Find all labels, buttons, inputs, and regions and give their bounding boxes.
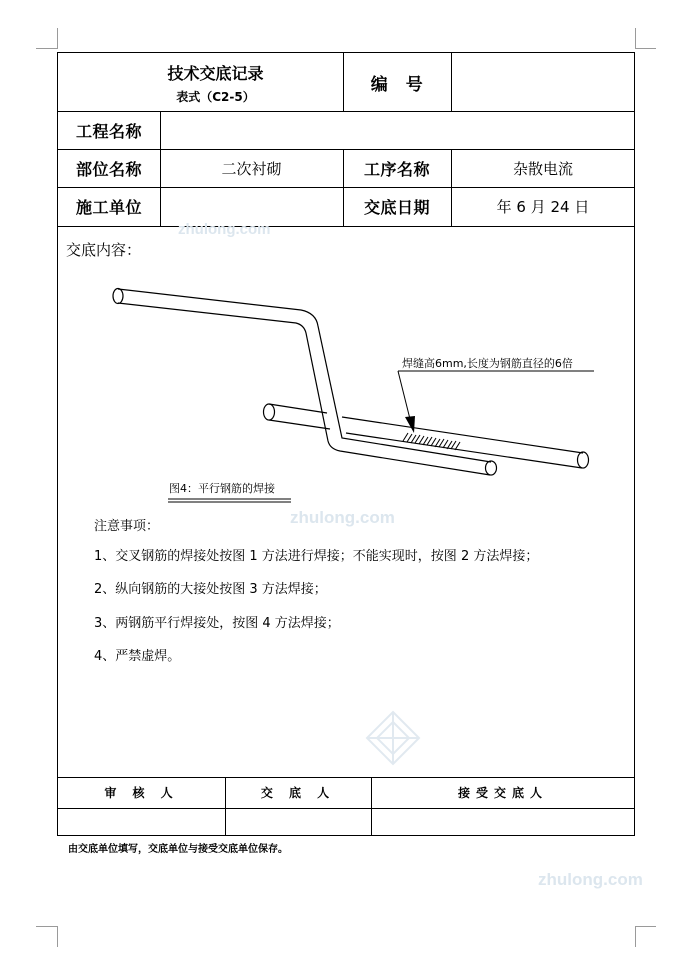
construction-unit-label-cell xyxy=(58,187,160,226)
reviewer-label: 审 核 人 xyxy=(104,786,179,800)
project-name-label: 工程名称 xyxy=(75,121,142,141)
footer-note: 由交底单位填写，交底单位与接受交底单位保存。 xyxy=(68,844,288,855)
briefer-signature-cell[interactable] xyxy=(225,808,371,836)
corner-mark-top-left-h xyxy=(36,48,57,49)
briefer-label: 交 底 人 xyxy=(260,786,336,800)
callout-leader xyxy=(398,371,410,419)
note-item: 4、严禁虚焊。 xyxy=(94,649,181,664)
briefing-date-value: 年 6 月 24 日 xyxy=(496,198,590,216)
process-name-label: 工序名称 xyxy=(363,159,430,179)
corner-mark-top-left-v xyxy=(57,28,58,49)
watermark-logo xyxy=(363,708,423,768)
parallel-rebar-weld-figure xyxy=(58,263,634,523)
project-name-value-cell[interactable] xyxy=(160,111,635,149)
corner-mark-bottom-right-v xyxy=(635,926,636,947)
callout-arrowhead xyxy=(405,416,415,433)
content-heading: 交底内容： xyxy=(66,241,142,259)
note-item: 1、交叉钢筋的焊接处按图 1 方法进行焊接；不能实现时，按图 2 方法焊接； xyxy=(94,549,539,564)
briefing-record-form xyxy=(57,52,635,836)
project-name-label-cell xyxy=(58,111,160,149)
process-name-value: 杂散电流 xyxy=(512,159,573,178)
briefing-date-label: 交底日期 xyxy=(363,198,430,217)
part-name-label-cell xyxy=(58,149,160,187)
corner-mark-bottom-left-h xyxy=(36,926,57,927)
watermark-text: zhulong.com xyxy=(178,221,271,238)
receiver-label-cell xyxy=(371,777,635,808)
corner-mark-top-right-v xyxy=(635,28,636,49)
weld-seam xyxy=(403,433,460,450)
process-name-label-cell xyxy=(343,149,451,187)
number-label: 编 号 xyxy=(370,74,424,95)
part-name-value-cell[interactable] xyxy=(160,149,343,187)
figure-caption: 图4：平行钢筋的焊接 xyxy=(169,482,275,495)
note-item: 2、纵向钢筋的大接处按图 3 方法焊接； xyxy=(94,582,327,597)
briefing-date-label-cell xyxy=(343,187,451,226)
construction-unit-label: 施工单位 xyxy=(75,198,142,217)
row-divider xyxy=(58,226,634,227)
form-title-cell xyxy=(58,53,343,111)
briefer-label-cell xyxy=(225,777,371,808)
briefing-date-value-cell[interactable] xyxy=(451,187,635,226)
notes-heading: 注意事项： xyxy=(94,519,160,534)
part-name-value: 二次衬砌 xyxy=(221,159,282,178)
number-value-cell[interactable] xyxy=(451,53,635,111)
note-item: 3、两钢筋平行焊接处，按图 4 方法焊接； xyxy=(94,616,340,631)
weld-callout-text: 焊缝高6mm,长度为钢筋直径的6倍 xyxy=(402,357,573,370)
corner-mark-top-right-h xyxy=(635,48,656,49)
part-name-label: 部位名称 xyxy=(75,159,142,179)
reviewer-label-cell xyxy=(58,777,225,808)
straight-rebar xyxy=(264,404,589,468)
watermark-text: zhulong.com xyxy=(538,870,643,889)
number-label-cell xyxy=(343,53,451,111)
watermark-text: zhulong.com xyxy=(290,508,395,527)
process-name-value-cell[interactable] xyxy=(451,149,635,187)
form-title: 技术交底记录 xyxy=(167,64,264,83)
corner-mark-bottom-left-v xyxy=(57,926,58,947)
corner-mark-bottom-right-h xyxy=(635,926,656,927)
receiver-signature-cell[interactable] xyxy=(371,808,635,836)
receiver-label: 接受交底人 xyxy=(457,786,548,800)
reviewer-signature-cell[interactable] xyxy=(58,808,225,836)
form-code: 表式（C2-5） xyxy=(176,90,255,104)
